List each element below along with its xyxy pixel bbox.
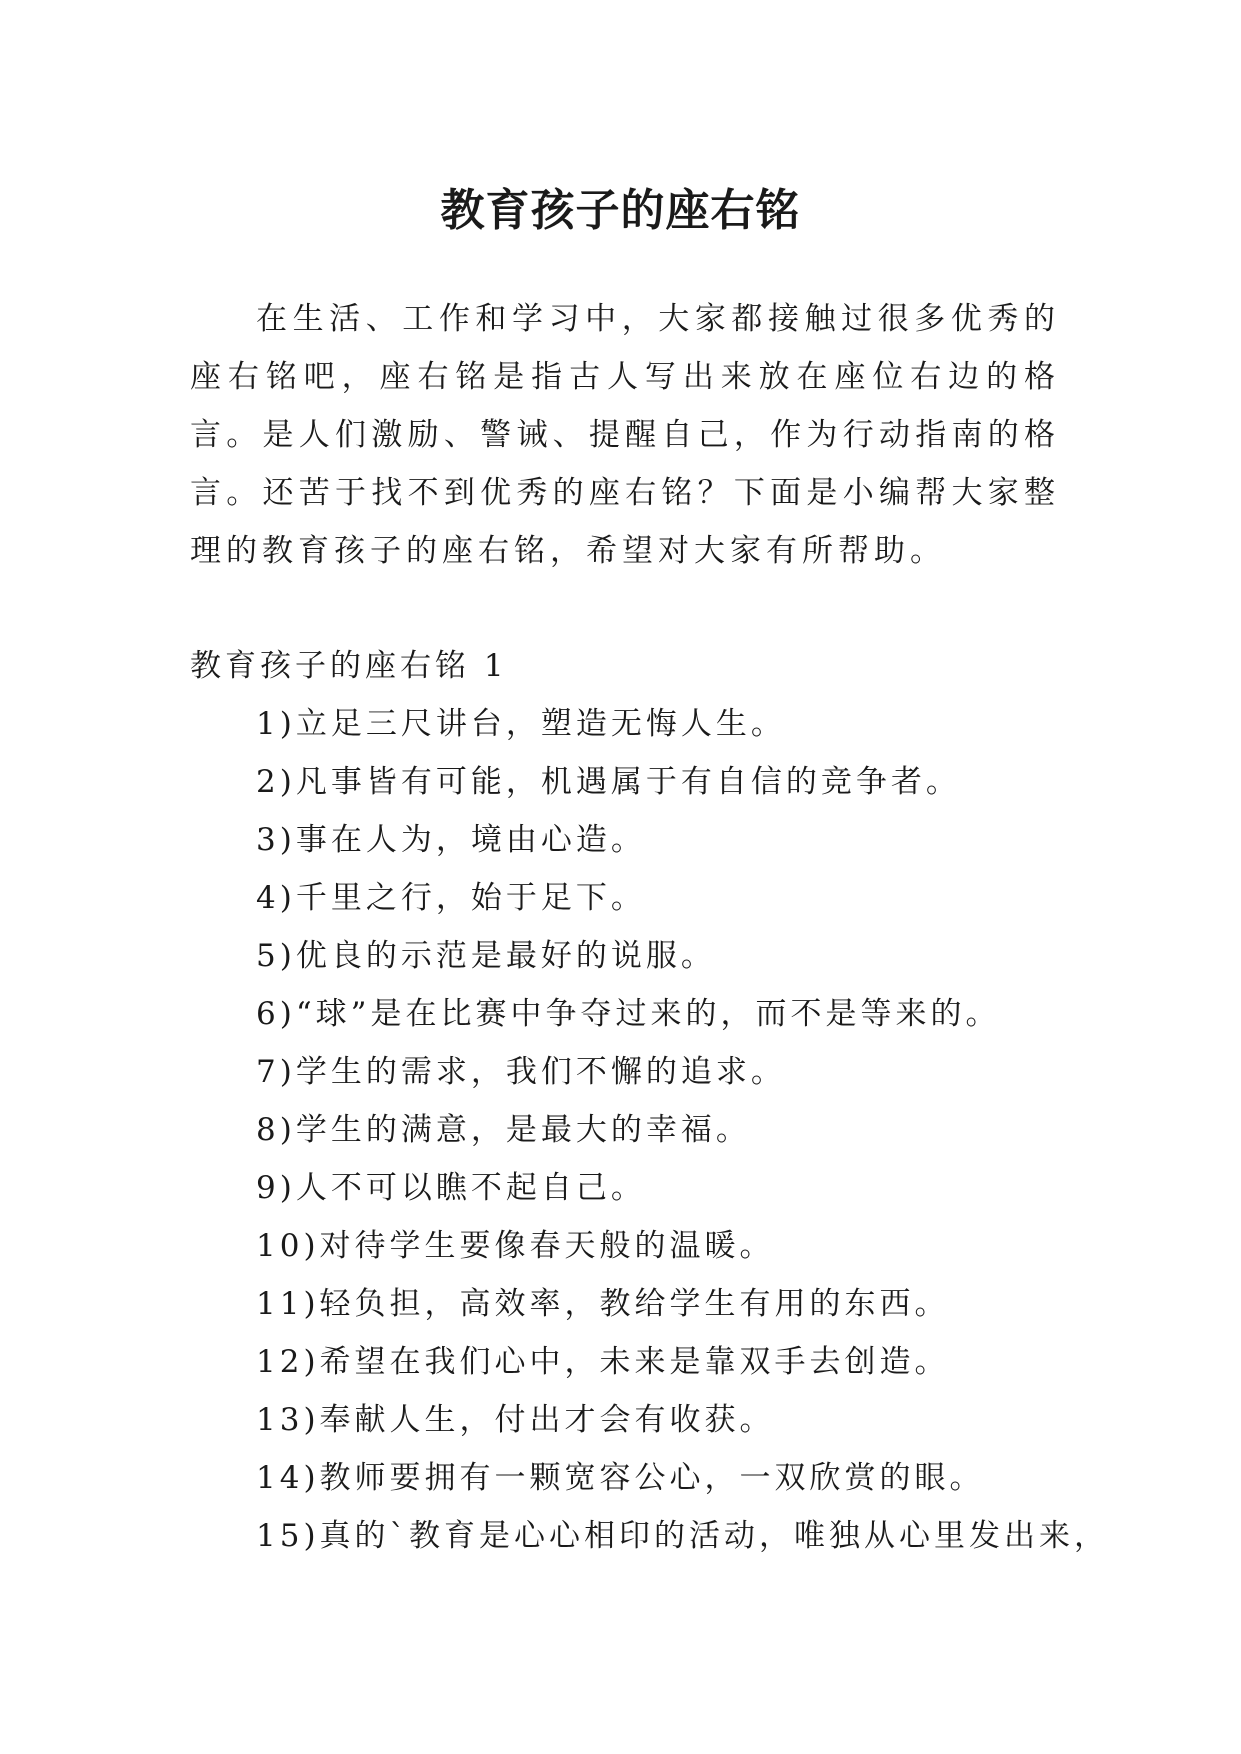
intro-paragraph: 在生活、工作和学习中，大家都接触过很多优秀的座右铭吧，座右铭是指古人写出来放在座位右边的格言。是人们激励、警诫、提醒自己，作为行动指南的格言。还苦于找不到优秀的座右铭？下面是小编帮大家整理的教育孩子的座右铭，希望对大家有所帮助。: [190, 301, 1060, 569]
motto-item: 12)希望在我们心中，未来是靠双手去创造。: [256, 1344, 950, 1380]
motto-item: 13)奉献人生，付出才会有收获。: [256, 1402, 775, 1438]
motto-item: 15)真的`教育是心心相印的活动，唯独从心里发出来，: [256, 1518, 1110, 1554]
motto-item: 3)事在人为，境由心造。: [256, 822, 646, 858]
motto-item: 5)优良的示范是最好的说服。: [256, 938, 716, 974]
motto-item: 2)凡事皆有可能，机遇属于有自信的竞争者。: [256, 764, 961, 800]
motto-item: 11)轻负担，高效率，教给学生有用的东西。: [256, 1286, 950, 1322]
motto-item: 4)千里之行，始于足下。: [256, 880, 646, 916]
document-title: 教育孩子的座右铭: [440, 185, 801, 237]
motto-item: 6)“球”是在比赛中争夺过来的，而不是等来的。: [256, 996, 1001, 1032]
motto-item: 1)立足三尺讲台，塑造无悔人生。: [256, 706, 786, 742]
motto-item: 9)人不可以瞧不起自己。: [256, 1170, 646, 1206]
motto-item: 14)教师要拥有一颗宽容公心，一双欣赏的眼。: [256, 1460, 985, 1496]
motto-item: 10)对待学生要像春天般的温暖。: [256, 1228, 775, 1264]
motto-item: 7)学生的需求，我们不懈的追求。: [256, 1054, 786, 1090]
section-heading: 教育孩子的座右铭 1: [190, 648, 508, 684]
motto-list: [256, 695, 1110, 1565]
motto-item: 8)学生的满意，是最大的幸福。: [256, 1112, 751, 1148]
